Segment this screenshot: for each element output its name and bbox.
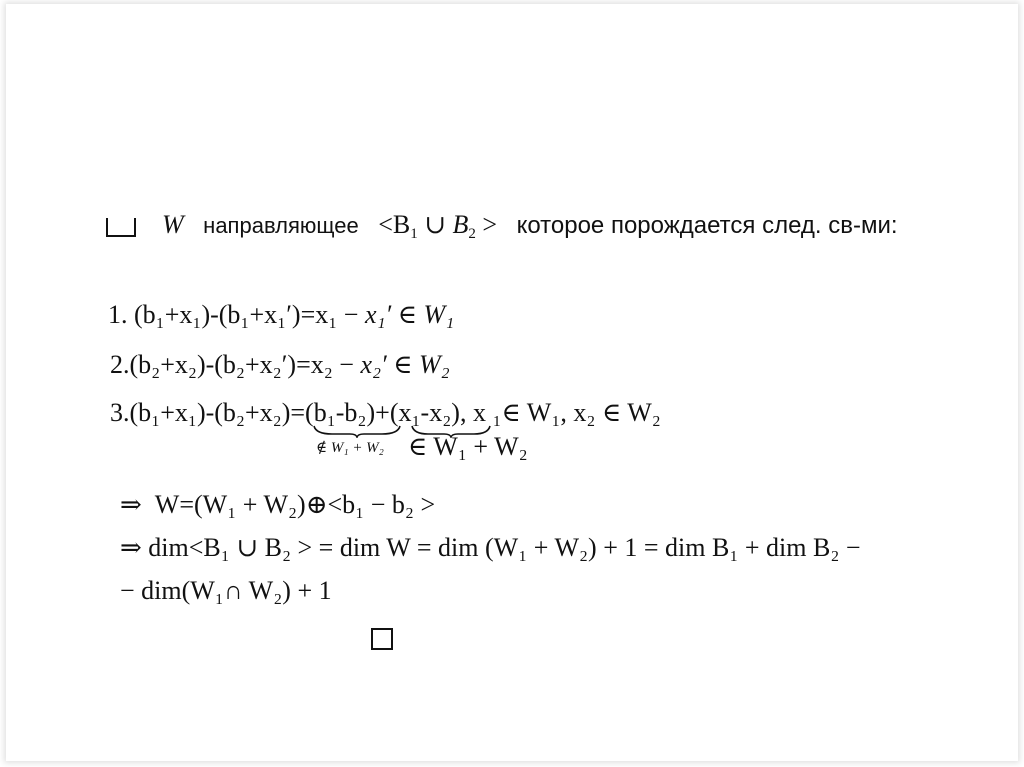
property-1-var: x₁′ <box>364 300 392 329</box>
property-1-number: 1. <box>108 300 134 329</box>
property-3-lhs: (b₁+x₁)-(b₂+x₂)= <box>129 398 306 427</box>
property-3-part2: (x₁-x₂) <box>389 398 460 427</box>
property-3-tail: , x ₁∈ W₁, x₂ ∈ W₂ <box>459 398 661 427</box>
implication-1-text: W=(W₁ + W₂)⊕<b₁ − b₂ > <box>154 490 436 519</box>
implies-arrow-1: ⇒ <box>120 490 142 519</box>
underbrace-note-2: ∈ W₁ + W₂ <box>408 432 528 461</box>
property-2-number: 2. <box>110 350 130 379</box>
implication-2 <box>120 533 861 563</box>
property-2-lhs: (b₂+x₂)-(b₂+x₂′)=x₂ − <box>129 350 361 379</box>
property-2-set: W₂ <box>418 350 450 379</box>
slide-frame <box>6 4 1018 761</box>
property-1-set: W₁ <box>423 300 455 329</box>
property-1 <box>108 300 454 330</box>
property-3-plus: + <box>375 398 390 427</box>
statement-line: W направляющее $<B_1$ ∪ $B_2$ > которое порождается след. св-ми: <box>106 210 898 241</box>
implication-3 <box>120 576 332 606</box>
B2-var: B <box>452 210 469 239</box>
implication-1 <box>120 490 435 520</box>
underbrace-note-1: ∉ W₁ + W₂ <box>316 440 384 456</box>
property-2-var: x₂′ <box>360 350 387 379</box>
implication-2-text: dim<B₁ ∪ B₂ > = dim W = dim (W₁ + W₂) + 1 = dim B₁ + dim B₂ − <box>148 533 861 562</box>
underbrace-1 <box>312 424 402 438</box>
span-open: <B <box>378 210 411 239</box>
property-2-in: ∈ <box>386 350 419 379</box>
subspace-W: W <box>162 210 184 239</box>
end-of-proof-square <box>371 628 393 650</box>
property-3-number: 3. <box>110 398 130 427</box>
property-2 <box>110 350 450 380</box>
statement-tail: которое порождается след. св-ми: <box>516 212 898 239</box>
property-3-part1: (b₁-b₂) <box>305 398 376 427</box>
square-bracket-symbol <box>106 218 136 237</box>
directing-word: направляющее <box>203 213 359 238</box>
span-close: > <box>475 210 498 239</box>
union-symbol: ∪ <box>417 210 453 239</box>
property-1-in: ∈ <box>391 300 424 329</box>
implies-arrow-2: ⇒ <box>120 533 142 562</box>
property-1-lhs: (b₁+x₁)-(b₁+x₁′)=x₁ − <box>134 300 365 329</box>
implication-3-text: − dim(W₁∩ W₂) + 1 <box>120 576 332 605</box>
